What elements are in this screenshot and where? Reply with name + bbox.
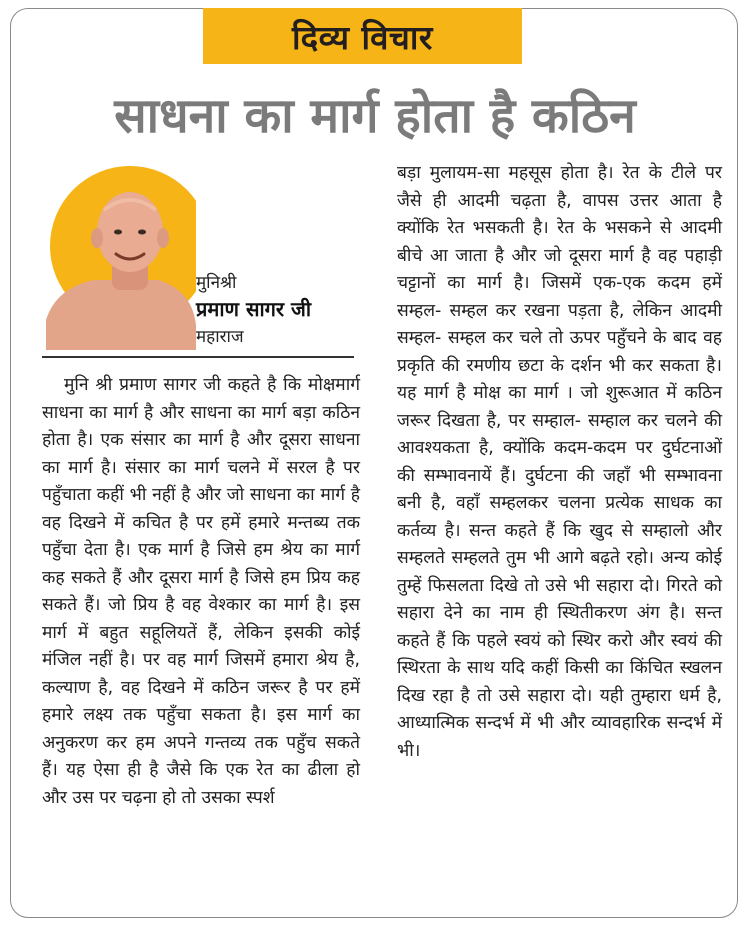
- author-portrait: [46, 160, 196, 350]
- portrait-eye-right: [138, 230, 146, 235]
- author-byline: [196, 270, 311, 347]
- headline: साधना का मार्ग होता है कठिन: [114, 88, 636, 144]
- author-name: प्रमाण सागर जी: [196, 297, 312, 321]
- article-column-left: मुनि श्री प्रमाण सागर जी कहते है कि मोक्षमार्ग साधना का मार्ग है और साधना का मार्ग बड़ा कठिन होता है। एक संसार का मार्ग है और दूसरा साधना का मार्ग है। संसार का मार्ग चलने में सरल है पर पहुँचाता कहीं भी नहीं है और जो साधना का मार्ग है वह दिखने में कचित है पर हमें हमारे मन्तब्य तक पहुँचा देता है। एक मार्ग है जिसे हम श्रेय का मार्ग कह सकते हैं और दूसरा मार्ग है जिसे हम प्रिय कह सकते हैं। जो प्रिय है वह वेश्कार का मार्ग है। इस मार्ग में बहुत सहूलियतें हैं, लेकिन इसकी कोई मंजिल नहीं है। पर वह मार्ग जिसमें हमारा श्रेय है, कल्याण है, वह दिखने में कठिन जरूर है पर हमें हमारे लक्ष्य तक पहुँचा सकता है। इस मार्ग का अनुकरण कर हम अपने गन्तव्य तक पहुँच सकते हैं। यह ऐसा ही है जैसे कि एक रेत का ढीला हो और उस पर चढ़ना हो तो उसका स्पर्श: [42, 375, 360, 808]
- section-tag: [203, 8, 522, 64]
- byline-divider: [42, 356, 354, 358]
- portrait-ear-left: [91, 228, 103, 248]
- portrait-body: [46, 280, 196, 350]
- author-suffix: महाराज: [196, 327, 244, 347]
- section-tag-label: दिव्य विचार: [292, 17, 433, 57]
- article-column-right: बड़ा मुलायम-सा महसूस होता है। रेत के टीले पर जैसे ही आदमी चढ़ता है, वापस उत्तर आता है क्योंकि रेत भसकती है। रेत के भसकने से आदमी बीचे आ जाता है और जो दूसरा मार्ग है वह पहाड़ी चट्टानों का मार्ग है। जिसमें एक-एक कदम हमें सम्हल- सम्हल कर रखना पड़ता है, लेकिन आदमी सम्हल- सम्हल कर चले तो ऊपर पहुँचने के बाद वह प्रकृति की रमणीय छटा के दर्शन भी कर सकता है। यह मार्ग है मोक्ष का मार्ग । जो शुरूआत में कठिन जरूर दिखता है, पर सम्हाल- सम्हाल कर चलने की आवश्यकता है, क्योंकि कदम-कदम पर दुर्घटनाओं की सम्भावनायें हैं। दुर्घटना की जहाँ भी सम्भावना बनी है, वहाँ सम्हलकर चलना प्रत्येक साधक का कर्तव्य है। सन्त कहते हैं कि खुद से सम्हालो और सम्हलते सम्हलते तुम भी आगे बढ़ते रहो। अन्य कोई तुम्हें फिसलता दिखे तो उसे भी सहारा दो। गिरते को सहारा देने का नाम ही स्थितीकरण अंग है। सन्त कहते हैं कि पहले स्वयं को स्थिर करो और स्वयं की स्थिरता के साथ यदि कहीं किसी का किंचित स्खलन दिख रहा है तो उसे सहारा दो। यही तुम्हारा धर्म है, आध्यात्मिक सन्दर्भ में भी और व्यावहारिक सन्दर्भ में भी।: [397, 163, 722, 761]
- author-prefix: मुनिश्री: [196, 273, 237, 293]
- portrait-eye-left: [114, 230, 122, 235]
- portrait-ear-right: [157, 228, 169, 248]
